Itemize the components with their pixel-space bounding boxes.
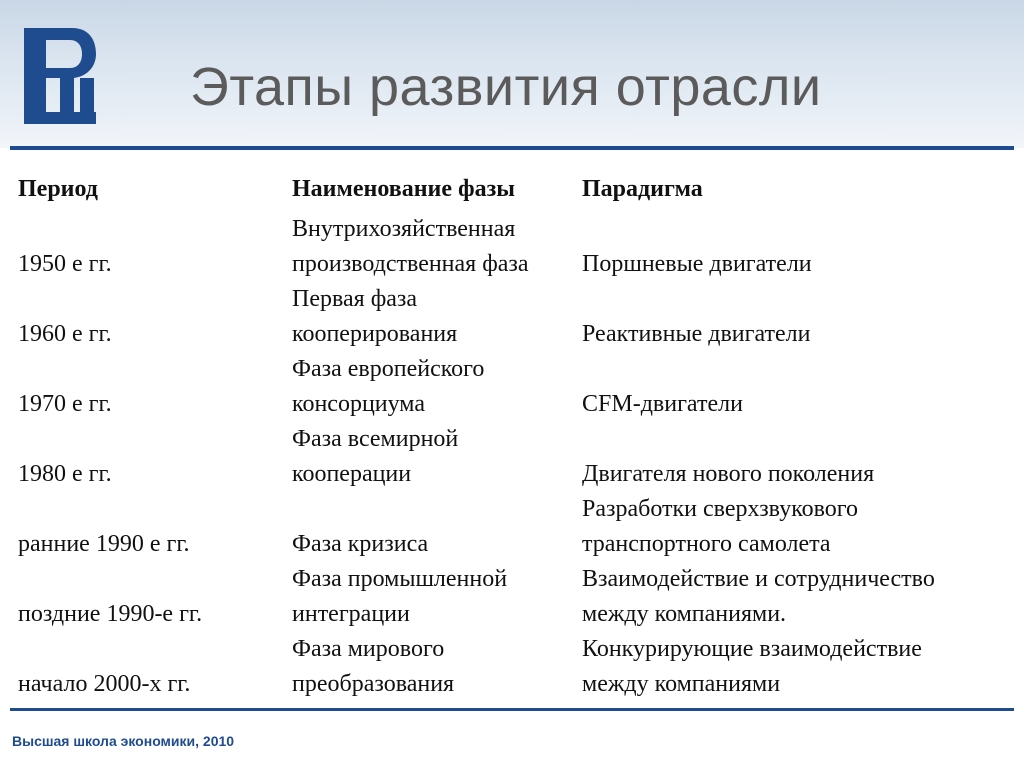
phase-cell: Фаза мирового преобразования <box>292 636 455 697</box>
table-row <box>18 352 1018 422</box>
phase-cell: Фаза европейского консорциума <box>292 356 485 417</box>
phase-cell: Фаза промышленной интеграции <box>292 566 508 627</box>
paradigm-cell: Разработки сверхзвукового транспортного самолета <box>582 496 859 557</box>
table-row <box>18 492 1018 562</box>
phase-cell: Фаза всемирной кооперации <box>292 426 459 487</box>
period-cell: 1970 е гг. <box>18 391 112 417</box>
phase-cell: Внутрихозяйственная производственная фаза <box>292 216 529 277</box>
table-row <box>18 282 1018 352</box>
table-row <box>18 632 1018 702</box>
page-title: Этапы развития отрасли <box>190 57 822 117</box>
table-row <box>18 422 1018 492</box>
footer-caption: Высшая школа экономики, 2010 <box>12 733 235 749</box>
period-cell: начало 2000-х гг. <box>18 671 191 697</box>
footer-divider <box>10 708 1014 711</box>
phase-cell: Фаза кризиса <box>292 531 429 557</box>
column-header-paradigm: Парадигма <box>582 176 703 202</box>
period-cell: 1950 е гг. <box>18 251 112 277</box>
period-cell: 1960 е гг. <box>18 321 112 347</box>
period-cell: ранние 1990 е гг. <box>18 531 190 557</box>
column-header-phase: Наименование фазы <box>292 176 515 202</box>
slide-header <box>0 0 1024 148</box>
column-header-period: Период <box>18 176 98 202</box>
phase-cell: Первая фаза кооперирования <box>292 286 458 347</box>
paradigm-cell: Поршневые двигатели <box>582 251 812 277</box>
paradigm-cell: Реактивные двигатели <box>582 321 811 347</box>
table-row <box>18 212 1018 282</box>
paradigm-cell: Конкурирующие взаимодействие между компаниями <box>582 636 922 697</box>
table-header-row <box>18 172 1018 212</box>
paradigm-cell: CFM-двигатели <box>582 391 743 417</box>
header-divider <box>10 146 1014 150</box>
hse-logo-icon <box>22 26 102 126</box>
phases-table <box>18 172 1018 702</box>
period-cell: поздние 1990-е гг. <box>18 601 203 627</box>
paradigm-cell: Взаимодействие и сотрудничество между компаниями. <box>582 566 935 627</box>
period-cell: 1980 е гг. <box>18 461 112 487</box>
table-row <box>18 562 1018 632</box>
paradigm-cell: Двигателя нового поколения <box>582 461 875 487</box>
